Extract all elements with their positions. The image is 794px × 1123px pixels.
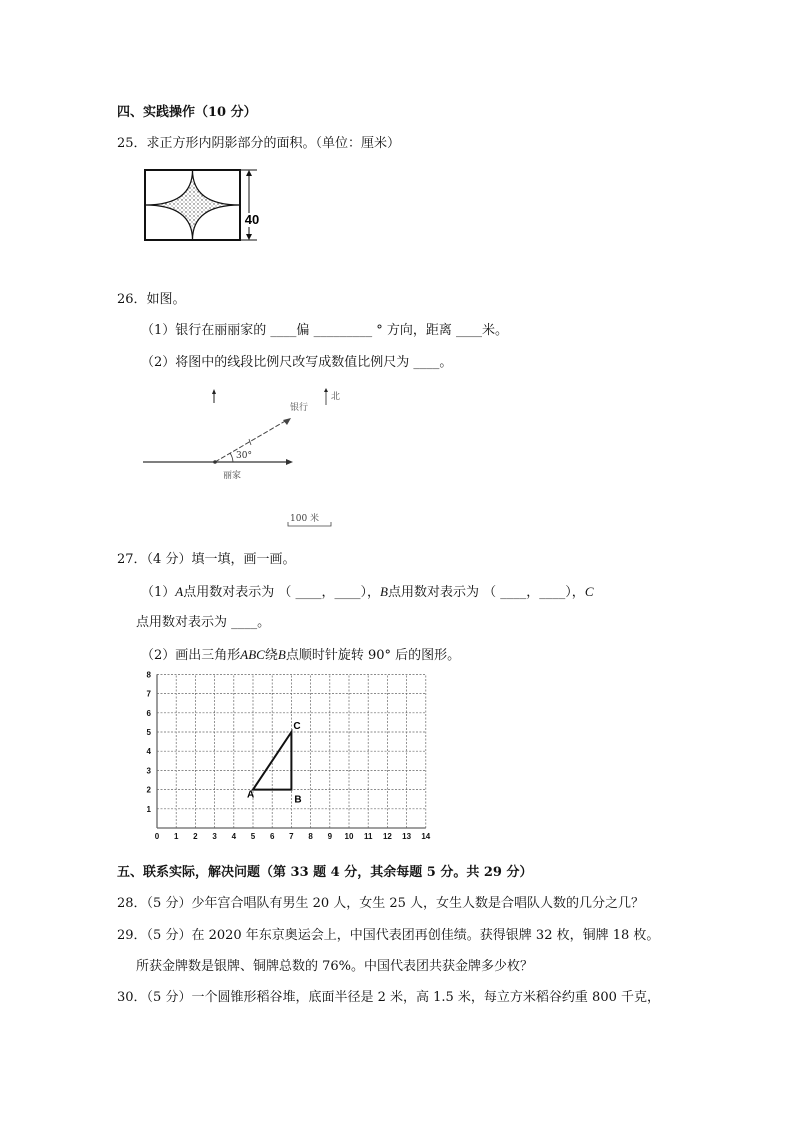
y-tick-label: 4	[146, 747, 151, 757]
y-tick-label: 1	[146, 804, 151, 814]
home-label: 丽家	[223, 471, 242, 481]
x-tick-label: 5	[250, 832, 256, 841]
question-27-text: 27．（4 分）填一填，画一画。	[117, 552, 296, 567]
question-28-text: 28．（5 分）少年宫合唱队有男生 20 人，女生 25 人，女生人数是合唱队人数的几分之几？	[117, 896, 645, 911]
blank: ____	[270, 323, 297, 338]
question-29-line2: 所获金牌数是银牌、铜牌总数的 76%。中国代表团共获金牌多少枚？	[136, 959, 534, 974]
shaded-region	[145, 170, 240, 240]
bank-label: 银行	[290, 403, 309, 413]
question-27-part1-line1: （1）A点用数对表示为 （ ____，____），B点用数对表示为 （ ____，____），C	[141, 584, 594, 600]
x-tick-label: 3	[212, 832, 217, 841]
blank: ____	[334, 585, 361, 600]
point-label-b: B	[294, 794, 302, 806]
y-tick-label: 2	[146, 785, 151, 795]
point-label-c: C	[293, 721, 301, 732]
y-tick-label: 7	[146, 689, 151, 699]
x-tick-label: 4	[231, 832, 237, 841]
section-5-title: 五、联系实际，解决问题（第 33 题 4 分，其余每题 5 分。共 29 分）	[117, 865, 533, 880]
x-tick-label: 11	[363, 832, 373, 841]
x-tick-label: 13	[402, 832, 412, 841]
blank: ____	[413, 355, 440, 370]
x-tick-label: 1	[173, 832, 179, 841]
angle-label: 30°	[236, 451, 252, 461]
y-tick-label: 6	[146, 708, 151, 718]
question-27-part2: （2）画出三角形ABC绕B点顺时针旋转 90° 后的图形。	[141, 647, 461, 663]
blank: ____	[456, 323, 482, 338]
x-tick-label: 10	[344, 832, 354, 841]
point-label-a: A	[247, 789, 255, 801]
x-tick-label: 14	[421, 832, 431, 841]
question-26-text: 26．如图。	[117, 292, 186, 307]
y-tick-label: 3	[146, 766, 151, 776]
blank: ____	[539, 585, 566, 600]
q27-coordinate-grid	[140, 670, 431, 848]
x-tick-label: 9	[327, 832, 333, 841]
q26-direction-figure	[143, 385, 343, 535]
north-label: 北	[331, 392, 341, 402]
x-tick-label: 0	[154, 832, 160, 841]
question-26-part2: （2）将图中的线段比例尺改写成数值比例尺为 ____。	[141, 355, 453, 370]
x-tick-label: 8	[308, 832, 313, 841]
question-25-text: 25．求正方形内阴影部分的面积。（单位：厘米）	[117, 136, 401, 151]
y-tick-label: 8	[146, 670, 151, 680]
q25-square-figure	[141, 167, 281, 247]
blank: ____	[500, 585, 527, 600]
x-tick-label: 6	[269, 832, 275, 841]
question-26-part1: （1）银行在丽丽家的 ____偏 _________ ° 方向，距离 ____米。	[141, 323, 509, 338]
blank: ____	[231, 615, 258, 630]
y-tick-label: 5	[146, 728, 151, 737]
x-tick-label: 2	[193, 832, 198, 841]
dimension-label: 40	[244, 212, 260, 227]
question-27-part1-line2: 点用数对表示为 ____。	[136, 615, 271, 630]
question-30-text: 30．（5 分）一个圆锥形稻谷堆，底面半径是 2 米，高 1.5 米，每立方米稻谷约重 800 千克，	[117, 990, 660, 1005]
x-tick-label: 7	[289, 832, 294, 841]
question-29-line1: 29．（5 分）在 2020 年东京奥运会上，中国代表团再创佳绩。获得银牌 32 枚，铜牌 18 枚。	[117, 928, 660, 943]
scale-label: 100 米	[290, 514, 320, 524]
blank: ____	[295, 585, 322, 600]
blank: _________	[313, 323, 373, 338]
x-tick-label: 12	[382, 832, 392, 841]
section-4-title: 四、实践操作（10 分）	[117, 105, 257, 120]
